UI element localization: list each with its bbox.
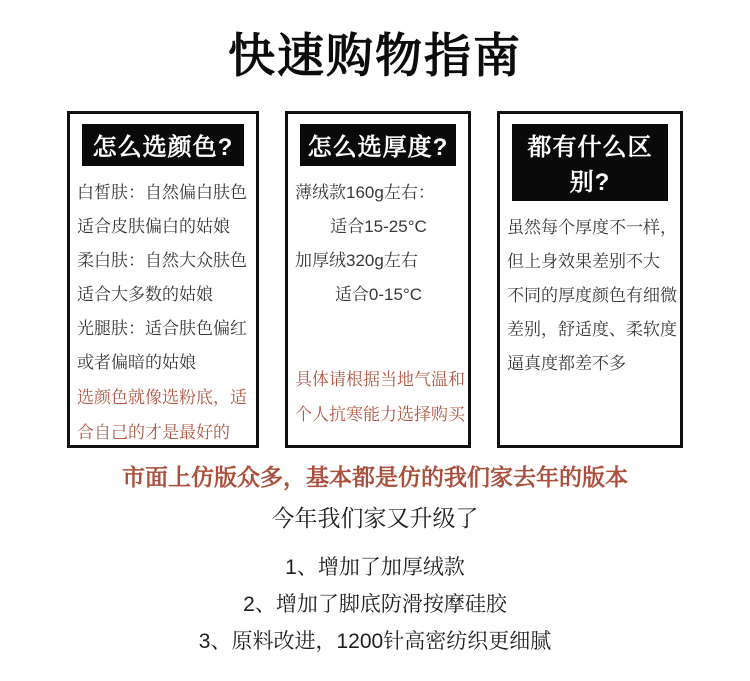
card-line: 光腿肤：适合肤色偏红	[77, 319, 247, 339]
card-how-to-choose-color	[67, 111, 259, 448]
card-line: 加厚绒320g左右	[295, 251, 418, 271]
card-line: 或者偏暗的姑娘	[77, 353, 196, 373]
card-line: 不同的厚度颜色有细微	[507, 286, 677, 306]
upgrade-item: 1、增加了加厚绒款	[285, 555, 465, 579]
footer	[0, 464, 750, 659]
card-line: 逼真度都差不多	[507, 354, 626, 374]
card-header-badge: 怎么选厚度?	[300, 124, 456, 166]
note-line: 具体请根据当地气温和	[295, 370, 465, 390]
card-body	[500, 206, 680, 381]
footer-warning-text: 市面上仿版众多，基本都是仿的我们家去年的版本	[122, 464, 628, 491]
card-note	[70, 380, 256, 463]
note-line: 选颜色就像选粉底，适	[77, 388, 247, 408]
card-header-badge: 都有什么区别?	[512, 124, 668, 201]
card-header-badge: 怎么选颜色?	[82, 124, 244, 166]
card-body	[70, 171, 256, 380]
card-line: 但上身效果差别不大	[507, 252, 660, 272]
upgrade-item: 3、原料改进，1200针高密纺织更细腻	[198, 629, 552, 653]
card-line: 适合0-15°C	[334, 285, 423, 305]
card-how-to-choose-thickness	[285, 111, 471, 448]
upgrade-item: 2、增加了脚底防滑按摩硅胶	[243, 592, 507, 616]
card-line: 差别，舒适度、柔软度	[507, 320, 677, 340]
upgrade-list	[0, 549, 750, 660]
page-title: 快速购物指南	[228, 29, 522, 82]
card-line: 薄绒款160g左右：	[295, 183, 435, 203]
card-line: 适合皮肤偏白的姑娘	[77, 217, 230, 237]
card-body	[288, 171, 468, 312]
footer-upgrade-title: 今年我们家又升级了	[271, 504, 479, 531]
note-line: 个人抗寒能力选择购买	[295, 405, 465, 425]
guide-cards	[0, 111, 750, 448]
card-what-are-differences	[497, 111, 683, 448]
card-line: 适合大多数的姑娘	[77, 285, 213, 305]
card-line: 白皙肤：自然偏白肤色	[77, 183, 247, 203]
note-line: 合自己的才是最好的	[77, 423, 230, 443]
card-note	[288, 362, 468, 445]
card-line: 柔白肤：自然大众肤色	[77, 251, 247, 271]
card-line: 虽然每个厚度不一样，	[507, 218, 677, 238]
card-line: 适合15-25°C	[330, 217, 427, 237]
